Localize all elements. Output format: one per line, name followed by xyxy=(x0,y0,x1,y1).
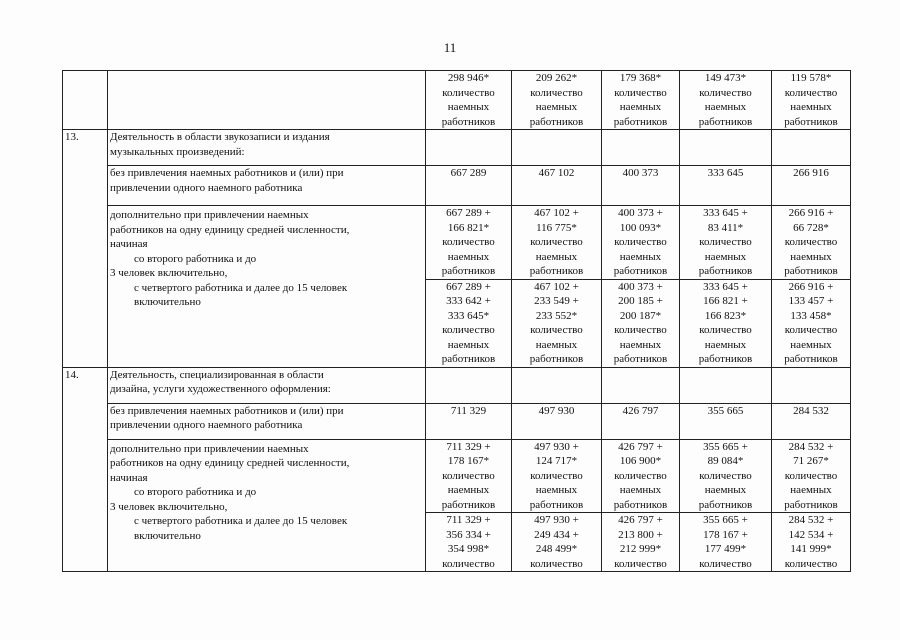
number-cell xyxy=(63,71,108,130)
extra-label-line: с четвертого работника и далее до 15 человек включительно xyxy=(134,515,348,542)
empty-cell xyxy=(602,130,680,166)
value-cell: 426 797 + 213 800 + 212 999* количество xyxy=(602,513,680,572)
value-cell: 209 262* количество наемных работников xyxy=(512,71,602,130)
base-rate-label: без привлечения наемных работников и (или) при привлечении одного наемного работника xyxy=(108,403,426,439)
value-cell: 355 665 xyxy=(680,403,772,439)
page-number: 11 xyxy=(443,40,457,55)
empty-cell xyxy=(512,367,602,403)
value-cell: 711 329 xyxy=(426,403,512,439)
value-cell: 400 373 xyxy=(602,166,680,206)
section-number: 14. xyxy=(63,367,108,572)
extra-label-line: 3 человек включительно, xyxy=(110,267,228,279)
section-title-row xyxy=(63,367,851,403)
tier1-row xyxy=(63,206,851,280)
value-cell: 266 916 + 66 728* количество наемных работников xyxy=(772,206,851,280)
value-cell: 497 930 + 124 717* количество наемных работников xyxy=(512,439,602,513)
section-title: Деятельность, специализированная в области дизайна, услуги художественного оформления: xyxy=(108,367,426,403)
value-cell: 266 916 xyxy=(772,166,851,206)
value-cell: 667 289 + 166 821* количество наемных работников xyxy=(426,206,512,280)
base-rate-label: без привлечения наемных работников и (или) при привлечении одного наемного работника xyxy=(108,166,426,206)
section-number: 13. xyxy=(63,130,108,368)
value-cell: 467 102 + 233 549 + 233 552* количество наемных работников xyxy=(512,279,602,367)
base-rate-row xyxy=(63,403,851,439)
empty-cell xyxy=(426,367,512,403)
value-cell: 426 797 xyxy=(602,403,680,439)
extra-label-line: со второго работника и до xyxy=(134,252,257,265)
extra-label xyxy=(108,206,426,368)
extra-label xyxy=(108,439,426,572)
continuation-row xyxy=(63,71,851,130)
section-title-row xyxy=(63,130,851,166)
value-cell: 497 930 + 249 434 + 248 499* количество xyxy=(512,513,602,572)
empty-cell xyxy=(680,130,772,166)
empty-cell xyxy=(512,130,602,166)
extra-label-line: 3 человек включительно, xyxy=(110,500,228,513)
value-cell: 284 532 + 142 534 + 141 999* количество xyxy=(772,513,851,572)
extra-label-line: с четвертого работника и далее до 15 человек включительно xyxy=(134,281,348,308)
value-cell: 711 329 + 178 167* количество наемных работников xyxy=(426,439,512,513)
value-cell: 266 916 + 133 457 + 133 458* количество наемных работников xyxy=(772,279,851,367)
empty-cell xyxy=(680,367,772,403)
value-cell: 467 102 + 116 775* количество наемных работников xyxy=(512,206,602,280)
value-cell: 298 946* количество наемных работников xyxy=(426,71,512,130)
value-cell: 400 373 + 100 093* количество наемных работников xyxy=(602,206,680,280)
value-cell: 667 289 xyxy=(426,166,512,206)
value-cell: 284 532 + 71 267* количество наемных работников xyxy=(772,439,851,513)
empty-cell xyxy=(426,130,512,166)
value-cell: 711 329 + 356 334 + 354 998* количество xyxy=(426,513,512,572)
label-cell xyxy=(108,71,426,130)
extra-label-line: дополнительно при привлечении наемных работников на одну единицу средней численности, начиная xyxy=(110,209,350,250)
value-cell: 149 473* количество наемных работников xyxy=(680,71,772,130)
value-cell: 497 930 xyxy=(512,403,602,439)
tier1-row xyxy=(63,439,851,513)
value-cell: 467 102 xyxy=(512,166,602,206)
empty-cell xyxy=(772,367,851,403)
value-cell: 284 532 xyxy=(772,403,851,439)
section-title: Деятельность в области звукозаписи и издания музыкальных произведений: xyxy=(108,130,426,166)
value-cell: 400 373 + 200 185 + 200 187* количество наемных работников xyxy=(602,279,680,367)
extra-label-line: со второго работника и до xyxy=(134,486,257,498)
base-rate-row xyxy=(63,166,851,206)
value-cell: 333 645 + 83 411* количество наемных работников xyxy=(680,206,772,280)
value-cell: 355 665 + 89 084* количество наемных работников xyxy=(680,439,772,513)
empty-cell xyxy=(772,130,851,166)
value-cell: 333 645 + 166 821 + 166 823* количество наемных работников xyxy=(680,279,772,367)
value-cell: 667 289 + 333 642 + 333 645* количество наемных работников xyxy=(426,279,512,367)
value-cell: 355 665 + 178 167 + 177 499* количество xyxy=(680,513,772,572)
value-cell: 179 368* количество наемных работников xyxy=(602,71,680,130)
tariff-table xyxy=(62,70,851,572)
empty-cell xyxy=(602,367,680,403)
value-cell: 426 797 + 106 900* количество наемных работников xyxy=(602,439,680,513)
extra-label-line: дополнительно при привлечении наемных работников на одну единицу средней численности, начиная xyxy=(110,442,350,484)
value-cell: 333 645 xyxy=(680,166,772,206)
value-cell: 119 578* количество наемных работников xyxy=(772,71,851,130)
